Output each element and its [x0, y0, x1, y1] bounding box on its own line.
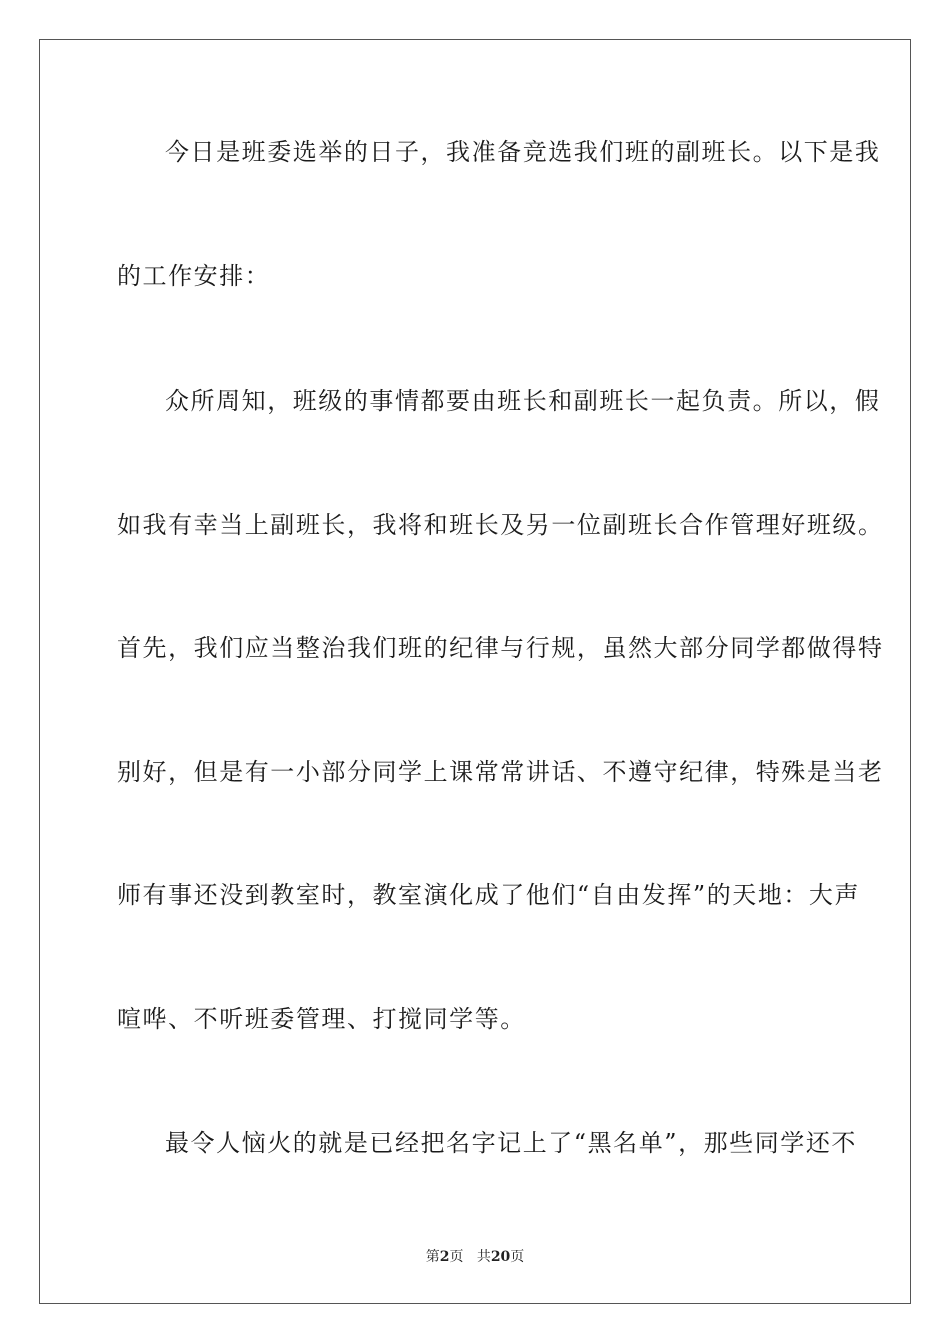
text-line-8: 喧哗、不听班委管理、打搅同学等。: [117, 1005, 526, 1033]
text-line-3: 众所周知，班级的事情都要由班长和副班长一起负责。所以，假: [165, 387, 881, 415]
total-suffix: 页: [510, 1249, 525, 1265]
total-prefix: 共: [476, 1249, 491, 1265]
page-footer: [0, 1248, 950, 1266]
page-border: [39, 39, 911, 1304]
text-line-6: 别好，但是有一小部分同学上课常常讲话、不遵守纪律，特殊是当老: [117, 758, 884, 786]
total-pages: 20: [490, 1249, 511, 1265]
page-suffix: 页: [449, 1249, 464, 1265]
text-line-4: 如我有幸当上副班长，我将和班长及另一位副班长合作管理好班级。: [117, 511, 884, 539]
text-line-2: 的工作安排：: [117, 262, 271, 290]
text-line-7: 师有事还没到教室时，教室演化成了他们“自由发挥”的天地：大声: [117, 881, 861, 909]
page-number: 2: [439, 1249, 450, 1265]
text-line-9: 最令人恼火的就是已经把名字记上了“黑名单”，那些同学还不: [165, 1129, 857, 1157]
page-prefix: 第: [425, 1249, 440, 1265]
text-line-1: 今日是班委选举的日子，我准备竞选我们班的副班长。以下是我: [165, 138, 881, 166]
text-line-5: 首先，我们应当整治我们班的纪律与行规，虽然大部分同学都做得特: [117, 634, 884, 662]
